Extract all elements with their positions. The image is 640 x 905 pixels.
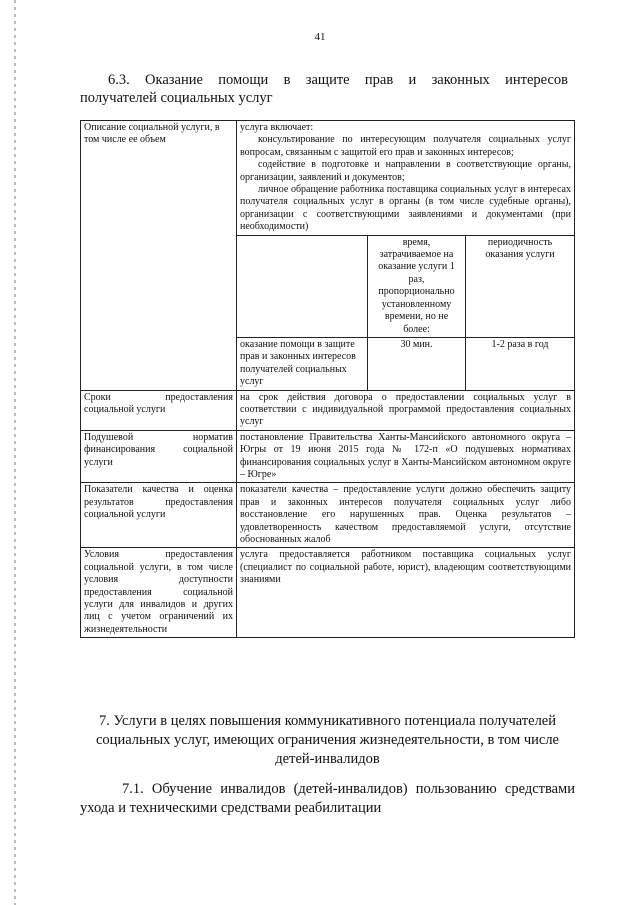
table-row-funding (81, 430, 575, 483)
section-7-1-heading (80, 780, 575, 818)
inner-row-time: 30 мин. (368, 337, 466, 389)
row-label-description: Описание социальной услуги, в том числе ее объем (81, 121, 237, 391)
inner-header-row (237, 235, 574, 337)
description-item-1: консультирование по интересующим получателя социальных услуг вопросам, связанным с защитой его прав и законных интересов; (240, 134, 571, 158)
inner-data-row (237, 337, 574, 389)
description-text (237, 121, 574, 235)
service-table (80, 120, 575, 638)
section-6-3-heading-line2: получателей социальных услуг (80, 90, 273, 106)
row-label-conditions: Условия предоставления социальной услуги, в том числе условия доступности предоставления социальной услуги для инвалидов и других лиц с учетом ограничений их жизнедеятельности (81, 548, 237, 638)
section-7-1-heading-line1: 7.1. Обучение инвалидов (детей-инвалидов) пользованию средствами (122, 781, 575, 797)
row-value-funding: постановление Правительства Ханты-Мансийского автономного округа – Югры от 19 июня 2015 года № 172-п «О подушевых нормативах финансирования социальных услуг в Ханты-Мансийском автономном округе – Югре» (237, 430, 575, 483)
row-label-funding: Подушевой норматив финансирования социальной услуги (81, 430, 237, 483)
table-row-quality (81, 483, 575, 548)
section-7-heading: 7. Услуги в целях повышения коммуникативного потенциала получателей социальных услуг, имеющих ограничения жизнедеятельности, в том числе детей-инвалидов (96, 713, 559, 767)
description-item-3: личное обращение работника поставщика социальных услуг в интересах получателя социальных услуг в органы (в том числе судебные органы), организации с соответствующими заявлениями и документами (при необходимости) (240, 184, 571, 233)
section-7-1-heading-line2: ухода и техническими средствами реабилитации (80, 800, 382, 816)
row-label-terms: Сроки предоставления социальной услуги (81, 390, 237, 430)
row-value-description (237, 121, 575, 391)
table-row-description (81, 121, 575, 391)
description-item-2: содействие в подготовке и направлении в соответствующие органы, организации, заявлений и документов; (240, 159, 571, 183)
description-intro: услуга включает: (240, 122, 314, 133)
row-label-quality: Показатели качества и оценка результатов предоставления социальной услуги (81, 483, 237, 548)
row-value-conditions: услуга предоставляется работником поставщика социальных услуг (специалист по социальной работе, юрист), владеющим соответствующими знаниями (237, 548, 575, 638)
inner-header-time: время, затрачиваемое на оказание услуги 1 раз, пропорционально установленному времени, но не более: (368, 235, 466, 337)
table-row-terms (81, 390, 575, 430)
section-6-3-heading-line1: 6.3. Оказание помощи в защите прав и законных интересов (108, 72, 568, 88)
row-value-quality: показатели качества – предоставление услуги должно обеспечить защиту прав и законных интересов получателя социальных услуг либо восстановление его нарушенных прав. Оценка результатов – удовлетворенность качеством предоставляемой услуги, отсутствие обоснованных жалоб (237, 483, 575, 548)
section-6-3-heading (80, 71, 568, 107)
inner-row-period: 1-2 раза в год (466, 337, 575, 389)
time-periodicity-table (237, 235, 574, 390)
inner-header-empty (237, 235, 368, 337)
scan-edge (14, 0, 16, 905)
inner-row-name: оказание помощи в защите прав и законных интересов получателей социальных услуг (237, 337, 368, 389)
row-value-terms: на срок действия договора о предоставлении социальных услуг в соответствии с индивидуальной программой предоставления социальных услуг (237, 390, 575, 430)
inner-header-period: периодичность оказания услуги (466, 235, 575, 337)
table-row-conditions (81, 548, 575, 638)
page-number: 41 (314, 31, 326, 43)
